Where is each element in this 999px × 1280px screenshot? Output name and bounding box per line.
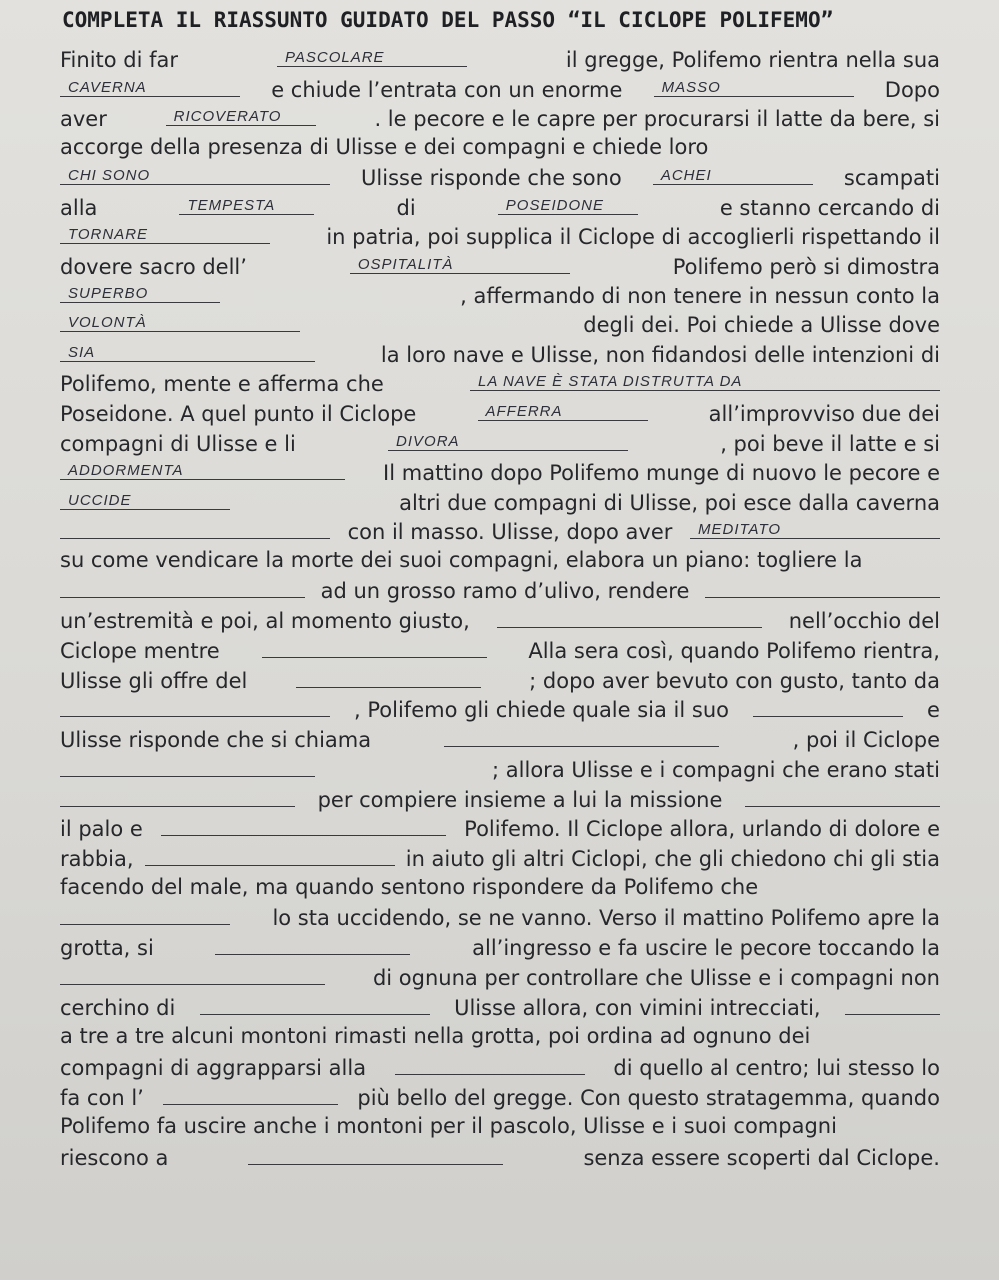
text-line-12: Polifemo, mente e afferma che LA NAVE È STATA DISTRUTTA DA: [60, 372, 940, 395]
text-line-16: UCCIDE altri due compagni di Ulisse, poi esce dalla caverna: [60, 491, 940, 514]
text-line-34: a tre a tre alcuni montoni rimasti nella grotta, poi ordina ad ognuno dei: [60, 1024, 811, 1048]
answer-blank-21[interactable]: [60, 579, 305, 598]
handwritten-answer: SIA: [68, 344, 96, 361]
handwritten-answer: VOLONTÀ: [68, 314, 147, 331]
text-line-24: Ulisse risponde che si chiama , poi il Ciclope: [60, 728, 940, 752]
text-line-21: Ciclope mentre Alla sera così, quando Polifemo rientra,: [60, 639, 940, 663]
answer-blank-19[interactable]: [60, 520, 330, 539]
answer-blank-24[interactable]: [262, 639, 487, 658]
answer-blank-40[interactable]: [163, 1086, 338, 1105]
text-line-26: per compiere insieme a lui la missione: [60, 788, 940, 811]
answer-blank-11[interactable]: [60, 284, 220, 303]
answer-blank-39[interactable]: [395, 1056, 585, 1075]
handwritten-answer: AFFERRA: [485, 403, 563, 420]
handwritten-answer: CAVERNA: [68, 79, 147, 96]
text-line-5: CHI SONO Ulisse risponde che sono ACHEI scampati: [60, 166, 940, 189]
answer-blank-37[interactable]: [200, 996, 430, 1015]
answer-blank-4[interactable]: [166, 107, 316, 126]
text-line-28: rabbia, in aiuto gli altri Ciclopi, che gli chiedono chi gli stia: [60, 847, 940, 871]
answer-blank-16[interactable]: [388, 432, 628, 451]
text-line-9: SUPERBO , affermando di non tenere in nessun conto la: [60, 284, 940, 307]
answer-blank-5[interactable]: [60, 166, 330, 185]
answer-blank-9[interactable]: [60, 225, 270, 244]
text-line-13: Poseidone. A quel punto il Ciclope AFFERRA all’improvviso due dei: [60, 402, 940, 426]
answer-blank-1[interactable]: [277, 48, 467, 67]
handwritten-answer: OSPITALITÀ: [357, 256, 454, 273]
answer-blank-23[interactable]: [497, 609, 762, 628]
text-line-36: fa con l’ più bello del gregge. Con questo stratagemma, quando: [60, 1086, 940, 1110]
handwritten-answer: MEDITATO: [698, 521, 781, 538]
text-line-6: alla TEMPESTA di POSEIDONE e stanno cercando di: [60, 196, 940, 220]
answer-blank-14[interactable]: [470, 372, 940, 391]
handwritten-answer: RICOVERATO: [173, 108, 282, 125]
text-line-11: SIA la loro nave e Ulisse, non fidandosi delle intenzioni di: [60, 343, 940, 366]
answer-blank-33[interactable]: [145, 847, 395, 866]
text-line-1: Finito di far PASCOLARE il gregge, Polifemo rientra nella sua: [60, 48, 940, 72]
answer-blank-10[interactable]: [350, 255, 570, 274]
answer-blank-13[interactable]: [60, 343, 315, 362]
handwritten-answer: TEMPESTA: [187, 197, 276, 214]
answer-blank-3[interactable]: [654, 78, 854, 97]
handwritten-answer: LA NAVE È STATA DISTRUTTA DA: [478, 373, 743, 390]
text-line-27: il palo e Polifemo. Il Ciclope allora, urlando di dolore e: [60, 817, 940, 841]
text-line-19: ad un grosso ramo d’ulivo, rendere: [60, 579, 940, 602]
text-line-38: riescono a senza essere scoperti dal Ciclope.: [60, 1146, 940, 1170]
text-line-14: compagni di Ulisse e li DIVORA , poi beve il latte e si: [60, 432, 940, 456]
text-line-22: Ulisse gli offre del ; dopo aver bevuto con gusto, tanto da: [60, 669, 940, 693]
text-line-10: VOLONTÀ degli dei. Poi chiede a Ulisse dove: [60, 313, 940, 336]
answer-blank-20[interactable]: [690, 520, 940, 539]
handwritten-answer: PASCOLARE: [284, 49, 385, 66]
worksheet-title: COMPLETA IL RIASSUNTO GUIDATO DEL PASSO “IL CICLOPE POLIFEMO”: [62, 8, 834, 32]
answer-blank-7[interactable]: [179, 196, 314, 215]
answer-blank-30[interactable]: [60, 788, 295, 807]
answer-blank-35[interactable]: [215, 936, 410, 955]
answer-blank-22[interactable]: [705, 579, 940, 598]
answer-blank-32[interactable]: [161, 817, 446, 836]
text-line-7: TORNARE in patria, poi supplica il Ciclope di accoglierli rispettando il: [60, 225, 940, 248]
handwritten-answer: MASSO: [661, 79, 721, 96]
text-line-30: lo sta uccidendo, se ne vanno. Verso il mattino Polifemo apre la: [60, 906, 940, 929]
text-line-25: ; allora Ulisse e i compagni che erano stati: [60, 758, 940, 781]
answer-blank-18[interactable]: [60, 491, 230, 510]
answer-blank-26[interactable]: [60, 698, 330, 717]
text-line-2: CAVERNA e chiude l’entrata con un enorme MASSO Dopo: [60, 78, 940, 101]
text-line-8: dovere sacro dell’ OSPITALITÀ Polifemo però si dimostra: [60, 255, 940, 279]
text-line-31: grotta, si all’ingresso e fa uscire le pecore toccando la: [60, 936, 940, 960]
text-line-3: aver RICOVERATO . le pecore e le capre per procurarsi il latte da bere, si: [60, 107, 940, 131]
text-line-35: compagni di aggrapparsi alla di quello al centro; lui stesso lo: [60, 1056, 940, 1080]
text-line-17: con il masso. Ulisse, dopo aver MEDITATO: [60, 520, 940, 543]
handwritten-answer: SUPERBO: [68, 285, 149, 302]
answer-blank-41[interactable]: [248, 1146, 503, 1165]
answer-blank-6[interactable]: [653, 166, 813, 185]
handwritten-answer: DIVORA: [396, 433, 460, 450]
text-line-32: di ognuna per controllare che Ulisse e i compagni non: [60, 966, 940, 989]
answer-blank-31[interactable]: [745, 788, 940, 807]
answer-blank-27[interactable]: [753, 698, 903, 717]
handwritten-answer: TORNARE: [68, 226, 149, 243]
answer-blank-12[interactable]: [60, 313, 300, 332]
text-line-20: un’estremità e poi, al momento giusto, nell’occhio del: [60, 609, 940, 633]
text-line-23: , Polifemo gli chiede quale sia il suo e: [60, 698, 940, 721]
text-line-15: ADDORMENTA Il mattino dopo Polifemo munge di nuovo le pecore e: [60, 461, 940, 484]
handwritten-answer: CHI SONO: [68, 167, 151, 184]
handwritten-answer: ACHEI: [660, 167, 712, 184]
answer-blank-2[interactable]: [60, 78, 240, 97]
text-line-33: cerchino di Ulisse allora, con vimini intrecciati,: [60, 996, 940, 1019]
text-line-18: su come vendicare la morte dei suoi compagni, elabora un piano: togliere la: [60, 548, 863, 572]
handwritten-answer: POSEIDONE: [505, 197, 604, 214]
text-line-29: facendo del male, ma quando sentono rispondere da Polifemo che: [60, 875, 759, 899]
answer-blank-36[interactable]: [60, 966, 325, 985]
text-line-4: accorge della presenza di Ulisse e dei compagni e chiede loro: [60, 135, 709, 159]
answer-blank-28[interactable]: [444, 728, 719, 747]
answer-blank-15[interactable]: [478, 402, 648, 421]
text-line-37: Polifemo fa uscire anche i montoni per il pascolo, Ulisse e i suoi compagni: [60, 1114, 837, 1138]
answer-blank-25[interactable]: [296, 669, 481, 688]
answer-blank-8[interactable]: [498, 196, 638, 215]
answer-blank-17[interactable]: [60, 461, 345, 480]
answer-blank-34[interactable]: [60, 906, 230, 925]
handwritten-answer: ADDORMENTA: [68, 462, 184, 479]
answer-blank-38[interactable]: [845, 996, 940, 1015]
handwritten-answer: UCCIDE: [68, 492, 132, 509]
answer-blank-29[interactable]: [60, 758, 315, 777]
